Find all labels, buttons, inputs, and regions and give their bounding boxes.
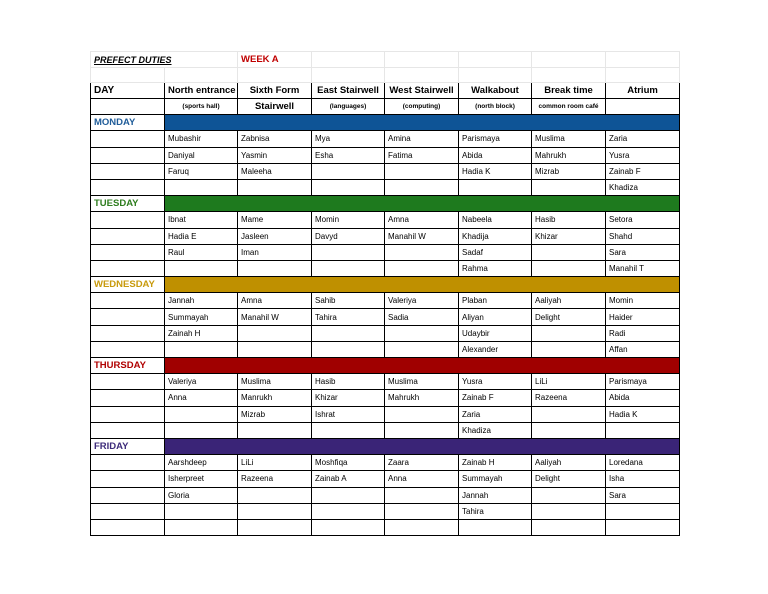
prefect-name-cell: Manahil T (606, 260, 680, 276)
prefect-name-cell: Zainab F (459, 390, 532, 406)
day-color-bar (165, 277, 680, 293)
week-label: WEEK A (238, 52, 312, 68)
prefect-name-cell: Isherpreet (165, 471, 238, 487)
prefect-name-cell: Ishrat (312, 406, 385, 422)
prefect-name-cell: Tahira (312, 309, 385, 325)
prefect-name-cell (385, 244, 459, 260)
prefect-name-cell: Aaliyah (532, 293, 606, 309)
prefect-name-cell: Radi (606, 325, 680, 341)
prefect-name-cell (165, 341, 238, 357)
prefect-name-cell: Amna (385, 212, 459, 228)
row-spacer-cell (91, 293, 165, 309)
prefect-name-cell: Davyd (312, 228, 385, 244)
prefect-name-cell (532, 179, 606, 195)
prefect-name-cell: Gloria (165, 487, 238, 503)
prefect-name-cell: Aarshdeep (165, 455, 238, 471)
prefect-name-cell: Yusra (459, 374, 532, 390)
duty-column-header: Atrium (606, 83, 680, 99)
row-spacer-cell (91, 503, 165, 519)
prefect-name-cell (165, 260, 238, 276)
prefect-name-cell: Isha (606, 471, 680, 487)
prefect-name-cell (532, 519, 606, 535)
prefect-name-cell (532, 487, 606, 503)
day-color-bar (165, 115, 680, 131)
duty-column-subheader: (north block) (459, 99, 532, 115)
row-spacer-cell (91, 131, 165, 147)
prefect-name-cell (459, 519, 532, 535)
prefect-name-cell: Jasleen (238, 228, 312, 244)
page-title: PREFECT DUTIES (91, 52, 238, 68)
row-spacer-cell (91, 163, 165, 179)
prefect-name-cell: Manrukh (238, 390, 312, 406)
day-header-row (91, 438, 680, 454)
day-subheader (91, 99, 165, 115)
prefect-name-cell: Khadiza (459, 422, 532, 438)
prefect-name-cell: Aliyan (459, 309, 532, 325)
prefect-name-cell: Zaria (606, 131, 680, 147)
prefect-name-cell (532, 422, 606, 438)
prefect-name-cell: Jannah (459, 487, 532, 503)
prefect-name-cell: Parismaya (459, 131, 532, 147)
day-label: MONDAY (91, 115, 165, 131)
prefect-name-cell: Loredana (606, 455, 680, 471)
prefect-name-cell: Abida (606, 390, 680, 406)
prefect-name-cell: Yasmin (238, 147, 312, 163)
prefect-name-cell: Summayah (459, 471, 532, 487)
prefect-name-cell (606, 422, 680, 438)
prefect-name-cell (606, 503, 680, 519)
row-spacer-cell (91, 244, 165, 260)
prefect-name-cell: Muslima (532, 131, 606, 147)
table-row (91, 309, 680, 325)
prefect-name-cell: Amna (238, 293, 312, 309)
duty-spreadsheet (90, 51, 679, 536)
table-row (91, 212, 680, 228)
prefect-name-cell: Sara (606, 487, 680, 503)
prefect-name-cell: Manahil W (238, 309, 312, 325)
prefect-name-cell: Mizrab (532, 163, 606, 179)
prefect-name-cell (385, 325, 459, 341)
prefect-name-cell (312, 519, 385, 535)
prefect-name-cell: Zaara (385, 455, 459, 471)
prefect-name-cell (165, 179, 238, 195)
table-row (91, 374, 680, 390)
prefect-name-cell: LiLi (532, 374, 606, 390)
prefect-name-cell: Mubashir (165, 131, 238, 147)
prefect-name-cell: Zainab A (312, 471, 385, 487)
prefect-name-cell: Summayah (165, 309, 238, 325)
prefect-name-cell: Delight (532, 309, 606, 325)
prefect-name-cell (385, 260, 459, 276)
prefect-name-cell: Delight (532, 471, 606, 487)
prefect-name-cell: Muslima (385, 374, 459, 390)
table-row (91, 390, 680, 406)
prefect-name-cell: Hadia E (165, 228, 238, 244)
prefect-name-cell (238, 325, 312, 341)
prefect-name-cell: Mahrukh (532, 147, 606, 163)
spacer-row (91, 68, 680, 83)
table-row (91, 455, 680, 471)
prefect-name-cell: Momin (312, 212, 385, 228)
prefect-name-cell: Rahma (459, 260, 532, 276)
prefect-name-cell: Fatima (385, 147, 459, 163)
prefect-name-cell: Jannah (165, 293, 238, 309)
prefect-name-cell (165, 503, 238, 519)
table-row (91, 487, 680, 503)
prefect-name-cell (238, 179, 312, 195)
duty-column-subheader: (computing) (385, 99, 459, 115)
table-row (91, 406, 680, 422)
row-spacer-cell (91, 179, 165, 195)
prefect-name-cell (606, 519, 680, 535)
day-label: FRIDAY (91, 438, 165, 454)
day-label: WEDNESDAY (91, 277, 165, 293)
table-row (91, 519, 680, 535)
prefect-name-cell (385, 503, 459, 519)
prefect-name-cell (385, 179, 459, 195)
day-label: TUESDAY (91, 196, 165, 212)
prefect-name-cell: Esha (312, 147, 385, 163)
day-header-row (91, 277, 680, 293)
row-spacer-cell (91, 519, 165, 535)
prefect-name-cell (312, 163, 385, 179)
duty-column-header: West Stairwell (385, 83, 459, 99)
table-row (91, 179, 680, 195)
row-spacer-cell (91, 228, 165, 244)
prefect-name-cell: Plaban (459, 293, 532, 309)
prefect-name-cell: Mame (238, 212, 312, 228)
prefect-name-cell: Hasib (532, 212, 606, 228)
prefect-name-cell: Faruq (165, 163, 238, 179)
table-row (91, 260, 680, 276)
prefect-name-cell (312, 487, 385, 503)
table-row (91, 325, 680, 341)
duty-column-subheader (606, 99, 680, 115)
prefect-name-cell: Affan (606, 341, 680, 357)
row-spacer-cell (91, 147, 165, 163)
prefect-name-cell: Zabnisa (238, 131, 312, 147)
prefect-name-cell: Udaybir (459, 325, 532, 341)
prefect-name-cell (312, 503, 385, 519)
prefect-name-cell (385, 163, 459, 179)
prefect-name-cell: Valeriya (385, 293, 459, 309)
prefect-name-cell (312, 179, 385, 195)
prefect-name-cell: Khizar (312, 390, 385, 406)
day-color-bar (165, 196, 680, 212)
row-spacer-cell (91, 212, 165, 228)
column-header-row (91, 83, 680, 99)
table-row (91, 341, 680, 357)
table-row (91, 228, 680, 244)
column-subheader-row (91, 99, 680, 115)
prefect-name-cell: Muslima (238, 374, 312, 390)
prefect-name-cell: Sahib (312, 293, 385, 309)
prefect-name-cell: Momin (606, 293, 680, 309)
duty-column-subheader: (sports hall) (165, 99, 238, 115)
row-spacer-cell (91, 325, 165, 341)
table-row (91, 503, 680, 519)
prefect-name-cell (165, 406, 238, 422)
prefect-name-cell: Ibnat (165, 212, 238, 228)
prefect-name-cell: Daniyal (165, 147, 238, 163)
duty-column-header: Sixth Form (238, 83, 312, 99)
row-spacer-cell (91, 406, 165, 422)
prefect-name-cell (532, 325, 606, 341)
prefect-name-cell: Mizrab (238, 406, 312, 422)
duty-column-header: North entrance (165, 83, 238, 99)
prefect-name-cell (385, 406, 459, 422)
prefect-name-cell: Anna (165, 390, 238, 406)
day-label: THURSDAY (91, 358, 165, 374)
prefect-name-cell (532, 503, 606, 519)
row-spacer-cell (91, 422, 165, 438)
prefect-name-cell: Zainah H (165, 325, 238, 341)
prefect-name-cell: Moshfiqa (312, 455, 385, 471)
prefect-name-cell: Razeena (238, 471, 312, 487)
prefect-name-cell: Nabeela (459, 212, 532, 228)
prefect-name-cell: Aaliyah (532, 455, 606, 471)
prefect-name-cell: Amina (385, 131, 459, 147)
prefect-name-cell (459, 179, 532, 195)
prefect-name-cell (532, 244, 606, 260)
prefect-name-cell (238, 503, 312, 519)
table-row (91, 147, 680, 163)
prefect-name-cell (312, 325, 385, 341)
prefect-name-cell: LiLi (238, 455, 312, 471)
duty-table (90, 51, 680, 536)
prefect-name-cell (312, 244, 385, 260)
day-color-bar (165, 358, 680, 374)
prefect-name-cell: Mahrukh (385, 390, 459, 406)
prefect-name-cell: Khadija (459, 228, 532, 244)
row-spacer-cell (91, 341, 165, 357)
prefect-name-cell: Yusra (606, 147, 680, 163)
duty-column-subheader: (languages) (312, 99, 385, 115)
prefect-name-cell: Setora (606, 212, 680, 228)
day-column-header: DAY (91, 83, 165, 99)
table-row (91, 163, 680, 179)
duty-column-subheader: Stairwell (238, 99, 312, 115)
prefect-name-cell (385, 341, 459, 357)
prefect-name-cell: Maleeha (238, 163, 312, 179)
table-row (91, 131, 680, 147)
prefect-name-cell (238, 422, 312, 438)
prefect-name-cell: Iman (238, 244, 312, 260)
row-spacer-cell (91, 260, 165, 276)
prefect-name-cell: Anna (385, 471, 459, 487)
prefect-name-cell: Parismaya (606, 374, 680, 390)
prefect-name-cell: Hadia K (606, 406, 680, 422)
prefect-name-cell: Raul (165, 244, 238, 260)
table-row (91, 244, 680, 260)
prefect-name-cell: Haider (606, 309, 680, 325)
duty-column-subheader: common room café (532, 99, 606, 115)
duty-column-header: Walkabout (459, 83, 532, 99)
prefect-name-cell (312, 422, 385, 438)
row-spacer-cell (91, 309, 165, 325)
prefect-name-cell: Khizar (532, 228, 606, 244)
prefect-name-cell: Hasib (312, 374, 385, 390)
prefect-name-cell: Valeriya (165, 374, 238, 390)
row-spacer-cell (91, 390, 165, 406)
day-color-bar (165, 438, 680, 454)
day-header-row (91, 115, 680, 131)
table-row (91, 422, 680, 438)
row-spacer-cell (91, 487, 165, 503)
prefect-name-cell: Tahira (459, 503, 532, 519)
prefect-name-cell: Razeena (532, 390, 606, 406)
prefect-name-cell (532, 406, 606, 422)
prefect-name-cell: Zainab F (606, 163, 680, 179)
prefect-name-cell (532, 260, 606, 276)
day-header-row (91, 358, 680, 374)
row-spacer-cell (91, 471, 165, 487)
prefect-name-cell (385, 519, 459, 535)
prefect-name-cell: Sara (606, 244, 680, 260)
prefect-name-cell: Zainab H (459, 455, 532, 471)
prefect-name-cell: Alexander (459, 341, 532, 357)
prefect-name-cell: Abida (459, 147, 532, 163)
duty-column-header: East Stairwell (312, 83, 385, 99)
row-spacer-cell (91, 455, 165, 471)
table-row (91, 293, 680, 309)
prefect-name-cell (532, 341, 606, 357)
prefect-name-cell (238, 260, 312, 276)
table-row (91, 471, 680, 487)
prefect-name-cell: Zaria (459, 406, 532, 422)
prefect-name-cell (385, 422, 459, 438)
prefect-name-cell (385, 487, 459, 503)
prefect-name-cell: Manahil W (385, 228, 459, 244)
prefect-name-cell (312, 260, 385, 276)
prefect-name-cell: Shahd (606, 228, 680, 244)
prefect-name-cell: Mya (312, 131, 385, 147)
prefect-name-cell: Sadaf (459, 244, 532, 260)
prefect-name-cell (165, 519, 238, 535)
prefect-name-cell (238, 341, 312, 357)
prefect-name-cell (238, 519, 312, 535)
prefect-name-cell (238, 487, 312, 503)
title-row (91, 52, 680, 68)
row-spacer-cell (91, 374, 165, 390)
prefect-name-cell: Khadiza (606, 179, 680, 195)
prefect-name-cell (312, 341, 385, 357)
prefect-name-cell (165, 422, 238, 438)
duty-column-header: Break time (532, 83, 606, 99)
day-header-row (91, 196, 680, 212)
prefect-name-cell: Sadia (385, 309, 459, 325)
prefect-name-cell: Hadia K (459, 163, 532, 179)
